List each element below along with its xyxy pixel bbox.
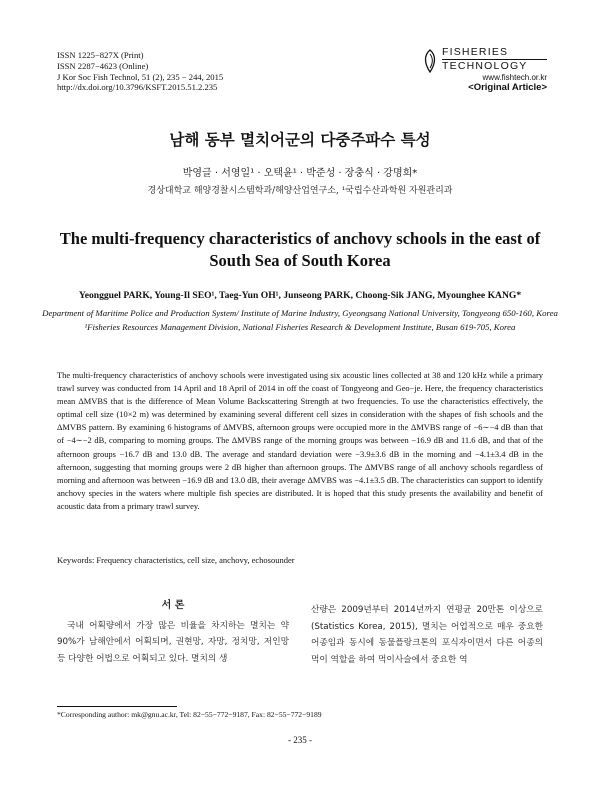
intro-right-column: [311, 602, 543, 668]
article-type-badge: <Original Article>: [468, 82, 547, 94]
korean-authors: 박영글 · 서영일¹ · 오택윤¹ · 박준성 · 장충식 · 강명희*: [182, 168, 418, 179]
page-number: - 235 -: [288, 735, 312, 745]
intro-right-text: 산량은 2009년부터 2014년까지 연평균 20만톤 이상으로 (Statistics Korea, 2015), 멸치는 어업적으로 매우 중요한 어종임과 동시에 동물플랑크톤의 포식자이면서 다른 어종의 먹이 역할을 하여 먹이사슬에서 중요한 역: [311, 605, 543, 665]
section-heading: 서 론: [161, 600, 185, 611]
english-title: The multi-frequency characteristics of anchovy schools in the east of South Sea of South Korea: [59, 229, 541, 270]
issn-print: ISSN 1225−827X (Print): [57, 50, 144, 60]
affiliation-1: Department of Maritime Police and Production System/ Institute of Marine Industry, Gyeongsang National University, Tongyeong 650-160, Korea: [42, 308, 558, 318]
affiliation-2: ¹Fisheries Resources Management Division, National Fisheries Research & Development Institute, Busan 619-705, Korea: [84, 321, 516, 332]
footnote-rule: [57, 706, 177, 707]
citation: J Kor Soc Fish Technol, 51 (2), 235 − 244, 2015: [57, 71, 224, 82]
korean-title: 남해 동부 멸치어군의 다중주파수 특성: [169, 131, 431, 149]
corresponding-footnote: *Corresponding author: mk@gnu.ac.kr, Tel: 82−55−772−9187, Fax: 82−55−772−9189: [57, 710, 322, 719]
keywords: Keywords: Frequency characteristics, cell size, anchovy, echosounder: [57, 555, 295, 565]
intro-left-column: [57, 598, 289, 667]
korean-affiliation: 경상대학교 해양경찰시스템학과/해양산업연구소, ¹국립수산과학원 자원관리과: [147, 186, 453, 196]
doi-link[interactable]: http://dx.doi.org/10.3796/KSFT.2015.51.2.235: [57, 82, 218, 93]
english-authors: Yeongguel PARK, Young-Il SEO¹, Taeg-Yun OH¹, Junseong PARK, Choong-Sik JANG, Myounghee KANG*: [78, 290, 522, 301]
abstract-text: The multi-frequency characteristics of anchovy schools were investigated using six acoustic lines collected at 38 and 120 kHz while a primary trawl survey was conducted from 14 April and 18 April of 2014 in off the coast of Tongyeong and Geo−je. Here, the frequency characteristics mean ΔMVBS that is the difference of Mean Volume Backscattering Strength at two frequencies. To use the characteristics effectively, the optimal cell size (10×2 m) was determined by examining several different cell sizes in consideration with the shapes of fish schools and the ΔMVBS pattern. By examining 6 histograms of ΔMVBS, afternoon groups were occupied more in the ΔMVBS range of −6∼−4 dB than that of −4∼−2 dB, comparing to morning groups. The ΔMVBS range of the morning groups was between −16.9 dB and 11.6 dB, and that of the afternoon groups −16.7 dB and 13.0 dB. The average and standard deviation were −3.9±3.6 dB in the morning and −4.1±3.4 dB in the afternoon, suggesting that morning groups were 2 dB higher than afternoon groups. The ΔMVBS range of all anchovy schools regardless of morning and afternoon was between −16.9 dB and 13.0 dB, their average ΔMVBS was −4.1±3.5 dB. The characteristics can support to identify anchovy species in the waters where multiple fish species are distributed. It is hoped that this study presents the availability and benefit of acoustic data from a primary trawl survey.: [57, 370, 543, 511]
journal-logo: [442, 47, 547, 93]
english-affiliations: [40, 307, 560, 334]
journal-meta: [57, 50, 223, 93]
intro-left-text: 국내 어획량에서 가장 많은 비율을 차지하는 멸치는 약 90%가 남해안에서 어획되며, 권현망, 자망, 정치망, 저인망 등 다양한 어법으로 어획되고 있다. 멸치의 생: [57, 620, 289, 664]
logo-word-technology: TECHNOLOGY: [442, 60, 528, 73]
fish-logo-icon: [420, 49, 440, 73]
logo-word-fisheries: FISHERIES: [442, 46, 509, 58]
issn-online: ISSN 2287−4623 (Online): [57, 60, 149, 71]
journal-url[interactable]: www.fishtech.or.kr: [482, 73, 547, 83]
